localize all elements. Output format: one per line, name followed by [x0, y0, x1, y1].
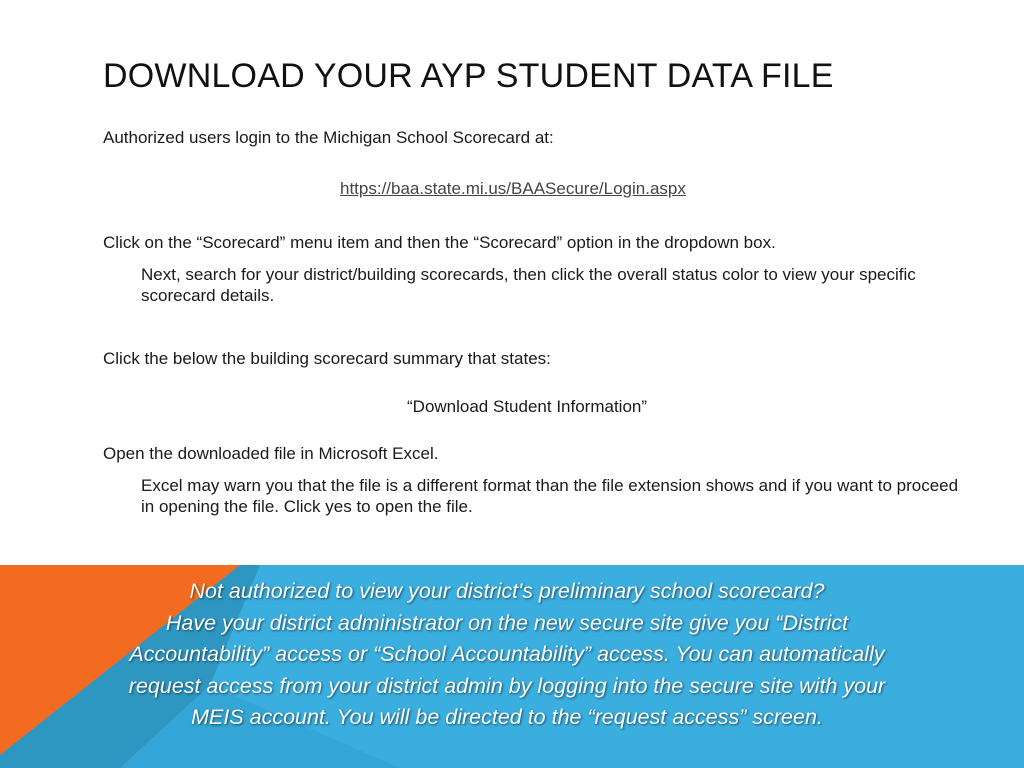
step-scorecard-menu: Click on the “Scorecard” menu item and then the “Scorecard” option in the dropdown box. — [103, 233, 776, 252]
banner-line-1: Not authorized to view your district's preliminary school scorecard? — [189, 579, 825, 603]
access-banner — [0, 565, 1024, 768]
login-link[interactable]: https://baa.state.mi.us/BAASecure/Login.aspx — [340, 179, 686, 198]
step-download-info: Click the below the building scorecard summary that states: — [103, 349, 551, 368]
intro-text: Authorized users login to the Michigan School Scorecard at: — [103, 128, 554, 147]
banner-line-2: Have your district administrator on the new secure site give you “District — [165, 610, 849, 635]
step-scorecard-detail: Next, search for your district/building scorecards, then click the overall status color to view your specific scorecard details. — [141, 265, 916, 305]
banner-line-5: MEIS account. You will be directed to the “request access” screen. — [191, 705, 823, 729]
banner-line-4: request access from your district admin by logging into the secure site with your — [128, 673, 886, 698]
banner-line-3: Accountability” access or “School Accountability” access. You can automatically — [129, 642, 885, 666]
download-student-info-quote: “Download Student Information” — [407, 397, 648, 416]
slide-title: DOWNLOAD YOUR AYP STUDENT DATA FILE — [103, 57, 834, 95]
banner-message — [20, 576, 994, 734]
step-open-excel: Open the downloaded file in Microsoft Excel. — [103, 444, 439, 463]
step-excel-detail: Excel may warn you that the file is a different format than the file extension shows and if you want to proceed in opening the file. Click yes to open the file. — [141, 476, 959, 516]
